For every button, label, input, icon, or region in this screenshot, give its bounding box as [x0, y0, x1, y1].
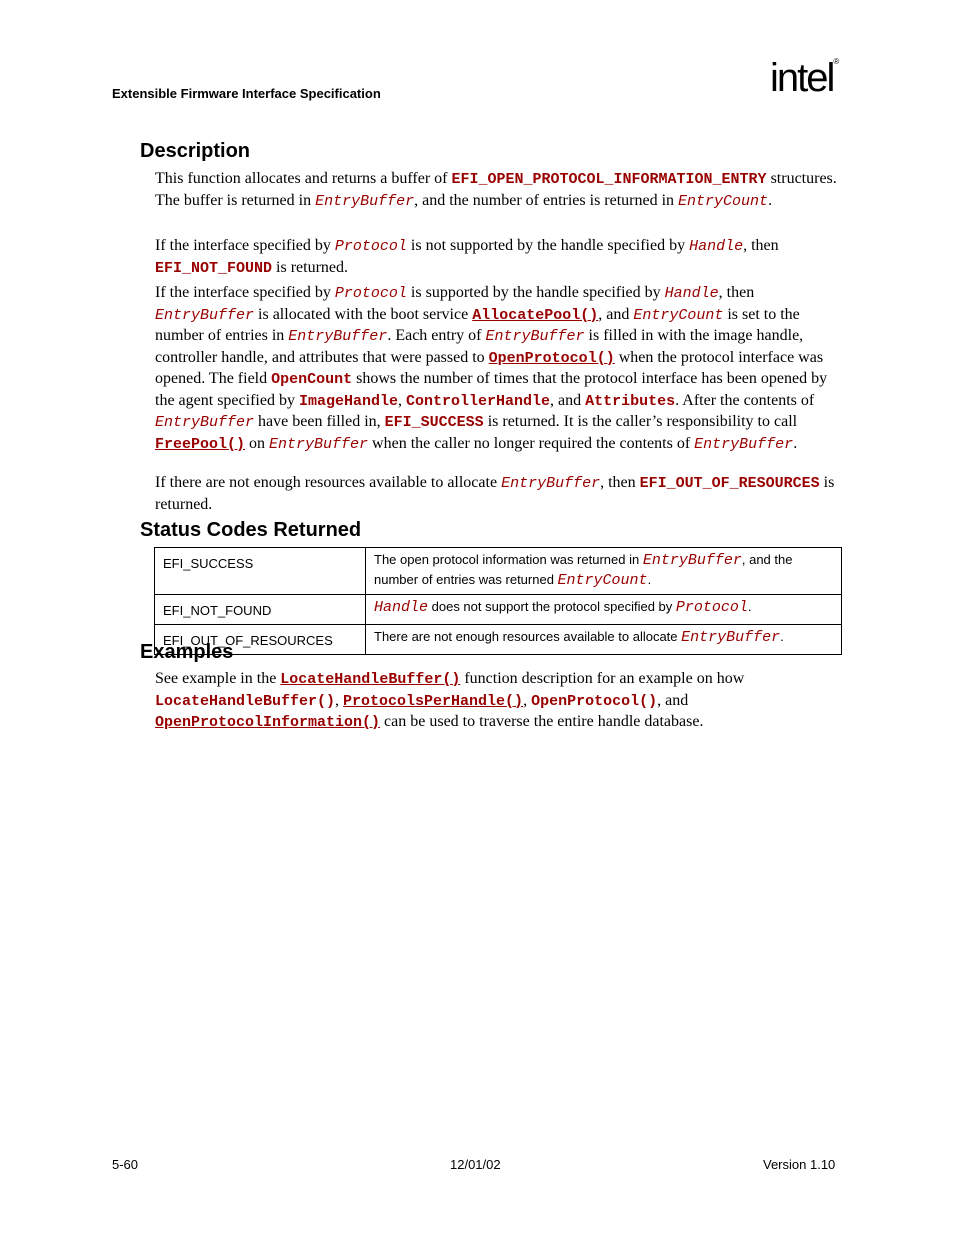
description-paragraph-3: If the interface specified by Protocol is supported by the handle specified by Handle, then EntryBuffer is allocated with the boot service AllocatePool(), and EntryCount is set to the number of entries in EntryBuffer. Each entry of EntryBuffer is filled in with the image handle, controller handle, and attributes that were passed to OpenProtocol() when the protocol interface was opened. The field OpenCount shows the number of times that the protocol interface has been opened by the agent specified by ImageHandle, ControllerHandle, and Attributes. After the contents of EntryBuffer have been filled in, EFI_SUCCESS is returned. It is the caller’s responsibility to call FreePool() on EntryBuffer when the caller no longer required the contents of EntryBuffer. [155, 284, 828, 453]
description-paragraph-2: If the interface specified by Protocol is not supported by the handle specified by Handle, then EFI_NOT_FOUND is returned. [155, 237, 779, 277]
code-term: EFI_SUCCESS [384, 414, 484, 431]
table-row [155, 625, 842, 655]
param-term: EntryBuffer [155, 414, 255, 431]
param-term: Protocol [334, 238, 407, 255]
status-description-cell: The open protocol information was returned in EntryBuffer, and the number of entries was returned EntryCount. [366, 548, 842, 595]
code-term: LocateHandleBuffer() [155, 692, 336, 710]
param-term: EntryCount [678, 192, 769, 210]
status-description-cell: There are not enough resources available to allocate EntryBuffer. [366, 625, 842, 655]
description-heading: Description [140, 140, 251, 162]
param-term: EntryBuffer [288, 328, 388, 345]
page-number: 5-60 [112, 1157, 139, 1172]
intel-logo [770, 58, 839, 98]
param-term: EntryBuffer [155, 306, 255, 324]
status-description-cell: Handle does not support the protocol specified by Protocol. [366, 595, 842, 625]
footer-version: Version 1.10 [763, 1157, 836, 1172]
locatehandlebuffer-link[interactable]: LocateHandleBuffer() [280, 671, 461, 688]
param-term: EntryBuffer [269, 435, 369, 453]
examples-heading: Examples [140, 641, 234, 663]
code-term: EFI_NOT_FOUND [155, 259, 273, 277]
status-codes-heading: Status Codes Returned [140, 519, 362, 541]
freepool-link[interactable]: FreePool() [155, 435, 246, 453]
param-term: EntryBuffer [315, 192, 415, 210]
status-code-cell: EFI_NOT_FOUND [155, 595, 366, 625]
code-term: EFI_OPEN_PROTOCOL_INFORMATION_ENTRY [451, 171, 767, 188]
param-term: EntryCount [633, 306, 724, 324]
description-paragraph-4: If there are not enough resources available to allocate EntryBuffer, then EFI_OUT_OF_RESOURCES is returned. [155, 474, 835, 513]
description-paragraph-1: This function allocates and returns a buffer of EFI_OPEN_PROTOCOL_INFORMATION_ENTRY structures. The buffer is returned in EntryBuffer, and the number of entries is returned in EntryCount. [155, 170, 837, 210]
code-term: ImageHandle [298, 392, 398, 410]
table-row [155, 548, 842, 595]
param-term: EntryBuffer [485, 328, 585, 345]
code-term: ControllerHandle [405, 392, 551, 410]
code-term: OpenProtocol() [531, 692, 658, 710]
footer-date: 12/01/02 [450, 1157, 501, 1172]
param-term: Handle [664, 285, 719, 302]
status-code-cell: EFI_OUT_OF_RESOURCES [155, 625, 366, 655]
code-term: EFI_OUT_OF_RESOURCES [639, 475, 820, 492]
openprotocol-link[interactable]: OpenProtocol() [488, 349, 615, 367]
code-term: OpenCount [271, 371, 353, 388]
registered-mark: ® [833, 57, 840, 66]
status-code-cell: EFI_SUCCESS [155, 548, 366, 595]
param-term: Handle [689, 238, 744, 255]
status-codes-table [154, 547, 842, 655]
protocolsperhandle-link[interactable]: ProtocolsPerHandle() [343, 692, 524, 710]
logo-text: intel [770, 56, 834, 100]
param-term: EntryBuffer [694, 435, 794, 453]
allocatepool-link[interactable]: AllocatePool() [472, 306, 599, 324]
code-term: Attributes [585, 392, 676, 410]
param-term: EntryBuffer [501, 475, 601, 492]
document-header-title: Extensible Firmware Interface Specification [112, 86, 381, 101]
param-term: Protocol [334, 285, 407, 302]
table-row [155, 595, 842, 625]
openprotocolinformation-link[interactable]: OpenProtocolInformation() [155, 714, 381, 731]
examples-paragraph: See example in the LocateHandleBuffer() function description for an example on how LocateHandleBuffer(), ProtocolsPerHandle(), OpenProtocol(), and OpenProtocolInformation() can be used to traverse the entire handle database. [155, 670, 745, 731]
